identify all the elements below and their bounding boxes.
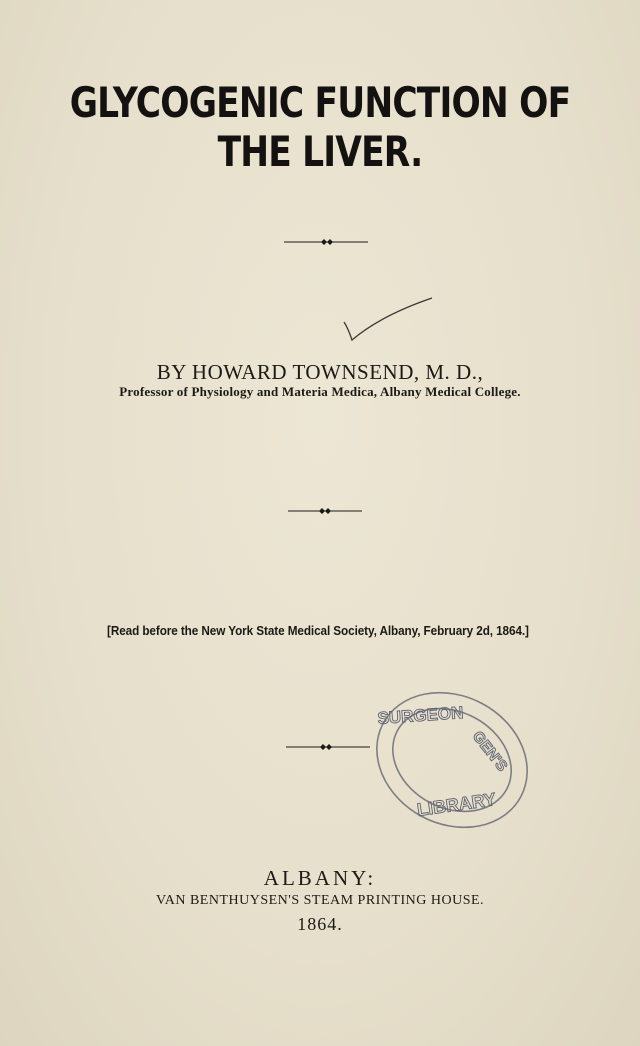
imprint-printer: VAN BENTHUYSEN'S STEAM PRINTING HOUSE. [155, 893, 485, 908]
ornamental-rule [286, 743, 370, 751]
author-line: BY HOWARD TOWNSEND, M. D., [156, 360, 484, 384]
library-stamp [360, 688, 540, 838]
ornamental-rule [284, 238, 368, 246]
imprint-year: 1864. [297, 914, 343, 934]
stamp-text-bottom: LIBRARY [415, 789, 498, 820]
stamp-text-top: SURGEON [376, 703, 465, 728]
ornamental-rule [288, 507, 362, 515]
author-affiliation: Professor of Physiology and Materia Medica, Albany Medical College. [119, 384, 521, 399]
presentation-note: [Read before the New York State Medical Society, Albany, February 2d, 1864.] [107, 624, 529, 638]
stamp-text-right: GEN'S [468, 727, 511, 775]
imprint-place: ALBANY: [263, 866, 377, 890]
pencil-check-mark [336, 294, 436, 349]
document-title: GLYCOGENIC FUNCTION OF THE LIVER. [69, 78, 571, 176]
